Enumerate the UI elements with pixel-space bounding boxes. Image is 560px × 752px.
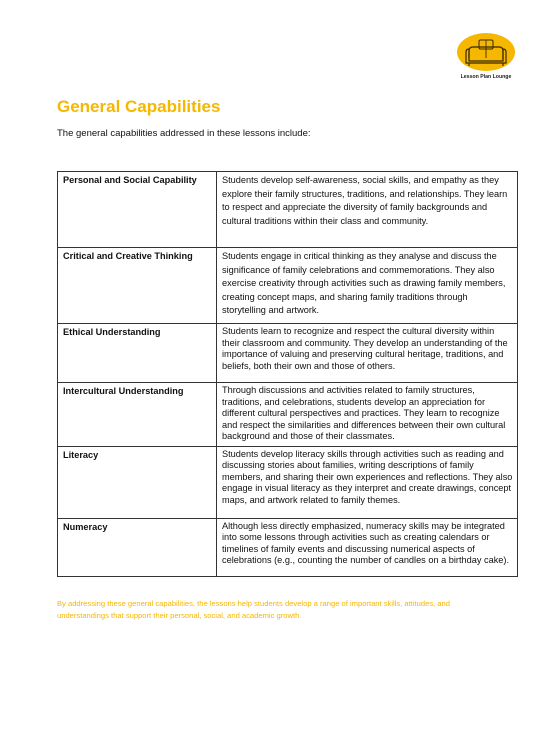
- capability-description: Students learn to recognize and respect the cultural diversity within their classroom and community. They develop an understanding of the importance of valuing and preserving cultural heritage, traditions, and beliefs, both their own and those of others.: [217, 324, 518, 383]
- capability-name: Numeracy: [58, 518, 217, 576]
- capability-name: Personal and Social Capability: [58, 172, 217, 248]
- capability-description: Students develop literacy skills through activities such as reading and discussing stories about families, writing descriptions of family members, and sharing their own experiences and reflections. They also engage in visual literacy as they interpret and create drawings, concept maps, and artwork related to family themes.: [217, 446, 518, 518]
- section-intro: The general capabilities addressed in these lessons include:: [57, 128, 311, 139]
- lesson-plan-lounge-logo: [455, 32, 517, 82]
- capability-description: Students develop self-awareness, social skills, and empathy as they explore their family structures, traditions, and relationships. They learn to respect and appreciate the diversity of family backgrounds and cultural traditions within their class and community.: [217, 172, 518, 248]
- sofa-icon: [455, 32, 517, 74]
- table-row: [58, 446, 518, 518]
- capability-description: Through discussions and activities related to family structures, traditions, and celebrations, students develop an appreciation for different cultural perspectives and practices. They learn to recognize and respect the similarities and differences between their own cultural background and those of their classmates.: [217, 383, 518, 447]
- table-row: [58, 383, 518, 447]
- capability-description: Although less directly emphasized, numeracy skills may be integrated into some lessons through activities such as creating calendars or timelines of family events and discussing numerical aspects of celebrations (e.g., counting the number of candles on a birthday cake).: [217, 518, 518, 576]
- section-outro: By addressing these general capabilities, the lessons help students develop a range of important skills, attitudes, and understandings that support their personal, social, and academic growth.: [57, 599, 451, 620]
- capability-name: Ethical Understanding: [58, 324, 217, 383]
- table-row: [58, 172, 518, 248]
- table-row: [58, 518, 518, 576]
- capability-name: Intercultural Understanding: [58, 383, 217, 447]
- capability-description: Students engage in critical thinking as they analyse and discuss the significance of family celebrations and commemorations. They also exercise creativity through activities such as drawing family members, creating concept maps, and sharing family traditions through storytelling and artwork.: [217, 248, 518, 324]
- logo-text: Lesson Plan Lounge: [460, 74, 512, 80]
- table-row: [58, 324, 518, 383]
- capability-name: Critical and Creative Thinking: [58, 248, 217, 324]
- table-row: [58, 248, 518, 324]
- capability-name: Literacy: [58, 446, 217, 518]
- capabilities-table: [57, 171, 518, 577]
- section-title: General Capabilities: [57, 97, 221, 116]
